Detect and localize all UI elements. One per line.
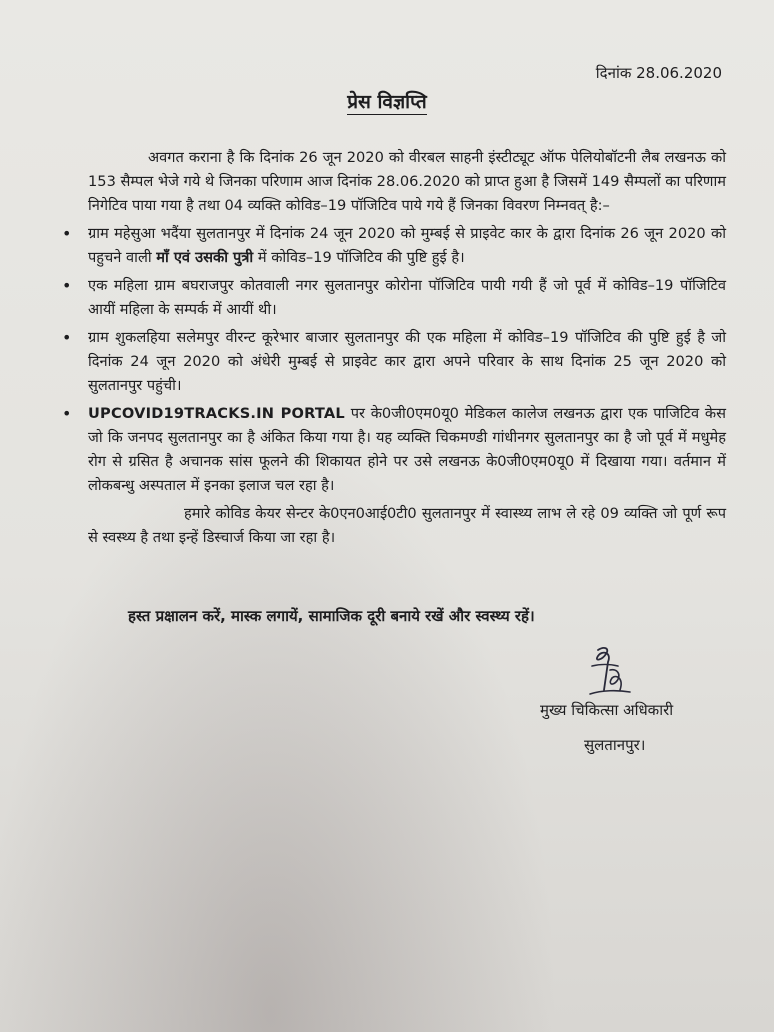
document-title-text: प्रेस विज्ञप्ति — [347, 91, 427, 113]
point-1-text: ग्राम महेसुआ भदैंया सुलतानपुर में दिनांक 24 जून 2020 को मुम्बई से प्राइवेट कार के द्वारा दिनांक 26 जून 2020 को पहुचने वाली — [88, 225, 726, 266]
point-3-text: ग्राम शुकलहिया सलेमपुर वीरन्ट कूरेभार बाजार सुलतानपुर की एक महिला में कोविड–19 पॉजिटिव की पुष्टि हुई है जो दिनांक 24 जून 2020 को अंधेरी मुम्बई से प्राइवेट कार द्वारा अपने परिवार के साथ दिनांक 25 जून 2020 को सुलतानपुर पहुंची। — [88, 329, 726, 394]
case-details-list — [62, 222, 726, 498]
bullet-icon: • — [62, 224, 72, 243]
list-item — [62, 222, 726, 270]
public-appeal: हस्त प्रक्षालन करें, मास्क लगायें, सामाजिक दूरी बनाये रखें और स्वस्थ्य रहें। — [128, 607, 535, 625]
list-item — [62, 274, 726, 322]
list-item — [62, 402, 726, 498]
document-date: दिनांक 28.06.2020 — [595, 64, 722, 82]
document-title — [0, 88, 774, 114]
signature-icon — [584, 644, 636, 702]
bullet-icon: • — [62, 328, 72, 347]
bullet-icon: • — [62, 276, 72, 295]
document-body — [62, 146, 726, 550]
point-2-text: एक महिला ग्राम बघराजपुर कोतवाली नगर सुलतानपुर कोरोना पॉजिटिव पायी गयी हैं जो पूर्व में कोविड–19 पॉजिटिव आयीं महिला के सम्पर्क में आयीं थी। — [88, 277, 726, 318]
covid-care-paragraph: हमारे कोविड केयर सेन्टर के0एन0आई0टी0 सुलतानपुर में स्वास्थ्य लाभ ले रहे 09 व्यक्ति जो पूर्ण रूप से स्वस्थ्य है तथा इन्हें डिस्चार्ज किया जा रहा है। — [88, 505, 726, 546]
bullet-icon: • — [62, 404, 72, 423]
portal-name: UPCOVID19TRACKS.IN PORTAL — [88, 405, 345, 422]
list-item — [62, 326, 726, 398]
point-1-bold-text: माँ एवं उसकी पुत्री — [156, 249, 254, 266]
point-1-text-end: में कोविड–19 पॉजिटिव की पुष्टि हुई है। — [253, 249, 465, 266]
signatory-place: सुलतानपुर। — [584, 736, 646, 754]
point-4-text: पर के0जी0एम0यू0 मेडिकल कालेज लखनऊ द्वारा एक पाजिटिव केस जो कि जनपद सुलतानपुर का है अंकित किया गया है। यह व्यक्ति चिकमण्डी गांधीनगर सुलतानपुर का है जो पूर्व में मधुमेह रोग से ग्रसित है अचानक सांस फूलने की शिकायत होने पर उसे लखनऊ के0जी0एम0यू0 में दिखाया गया। वर्तमान में लोकबन्धु अस्पताल में इनका इलाज चल रहा है। — [88, 405, 726, 494]
signatory-designation: मुख्य चिकित्सा अधिकारी — [540, 701, 674, 719]
intro-paragraph: अवगत कराना है कि दिनांक 26 जून 2020 को वीरबल साहनी इंस्टीट्यूट ऑफ पेलियोबॉटनी लैब लखनऊ को 153 सैम्पल भेजे गये थे जिनका परिणाम आज दिनांक 28.06.2020 को प्राप्त हुआ है जिसमें 149 सैम्पलों का परिणाम निगेटिव पाया गया है तथा 04 व्यक्ति कोविड–19 पॉजिटिव पाये गये हैं जिनका विवरण निम्नवत् है:– — [88, 149, 726, 214]
